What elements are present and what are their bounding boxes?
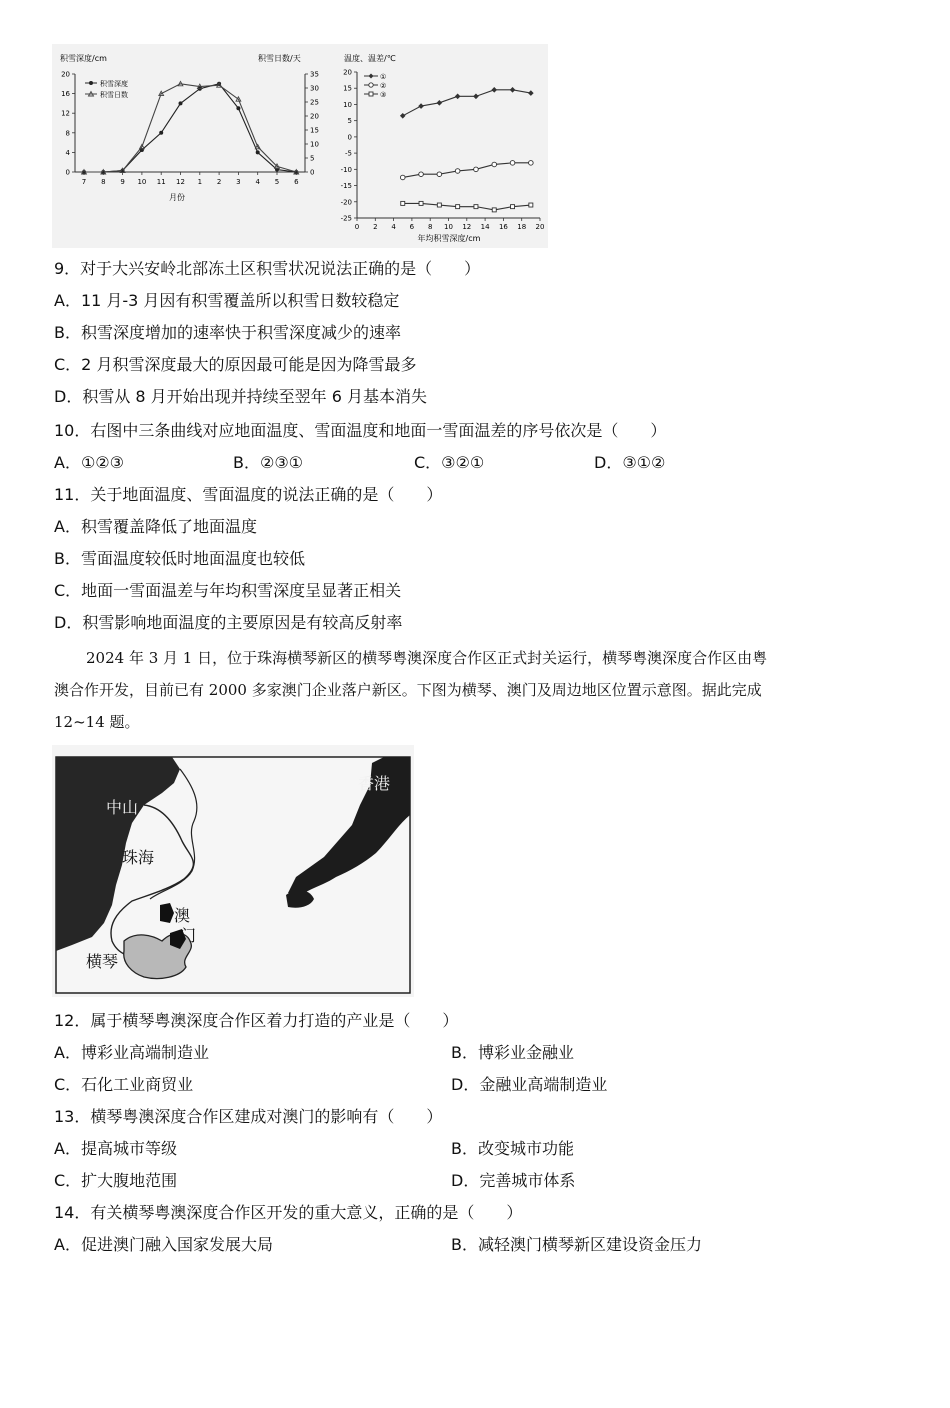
right-chart-legend — [364, 73, 386, 99]
left-chart-left-tick-label: 16 — [61, 90, 70, 99]
right-chart-x-tick-label: 0 — [354, 223, 360, 231]
left-chart-month-label: 4 — [255, 178, 260, 186]
left-chart-legend — [85, 79, 128, 99]
right-chart-x-tick-label: 8 — [427, 223, 433, 231]
legend-marker-2 — [369, 83, 373, 87]
q13-stem: 13．横琴粤澳深度合作区建成对澳门的影响有（ ） — [54, 1107, 443, 1126]
right-chart-y-tick-label: 20 — [343, 68, 352, 77]
series-1-point — [400, 113, 406, 119]
passage-line-3: 12~14 题。 — [54, 713, 140, 731]
legend-marker-depth — [89, 81, 93, 85]
series-3-point — [437, 203, 441, 207]
right-chart-y-tick-label: -10 — [340, 165, 352, 174]
right-chart-x-tick-label: 10 — [444, 223, 453, 231]
right-chart-y-tick-label: 10 — [343, 100, 352, 109]
left-chart-left-axis-title: 积雪深度/cm — [60, 54, 107, 63]
q10-option-b: B．②③① — [233, 453, 304, 472]
passage-line-2: 澳合作开发，目前已有 2000 多家澳门企业落户新区。下图为横琴、澳门及周边地区位置示意图。据此完成 — [54, 681, 762, 699]
legend-label-3: ③ — [380, 91, 387, 99]
snow-depth-point — [159, 131, 163, 135]
snow-charts-svg — [52, 44, 548, 248]
q12-option-c: C．石化工业商贸业 — [54, 1075, 194, 1094]
left-chart-right-tick-label: 10 — [310, 140, 319, 149]
left-chart-month-label: 2 — [216, 178, 222, 186]
series-3-point — [419, 201, 423, 205]
series-3-point — [401, 201, 405, 205]
left-chart-left-tick-label: 8 — [65, 129, 70, 138]
q12-option-b: B．博彩业金融业 — [451, 1043, 574, 1062]
passage — [54, 642, 894, 738]
left-chart-right-tick-label: 0 — [310, 168, 315, 177]
left-chart-left-tick-label: 20 — [61, 70, 70, 79]
temperature-chart — [344, 53, 540, 243]
left-chart-month-label: 3 — [236, 178, 241, 186]
left-chart-month-label: 10 — [137, 178, 147, 186]
series-1-line — [403, 90, 531, 116]
q14-option-a: A．促进澳门融入国家发展大局 — [54, 1235, 273, 1254]
right-chart-x-axis-title: 年均积雪深度/cm — [417, 234, 481, 243]
q11-option-b: B．雪面温度较低时地面温度也较低 — [54, 549, 305, 568]
legend-label-depth: 积雪深度 — [100, 80, 128, 88]
series-2-point — [400, 175, 405, 180]
right-chart-y-tick-label: 0 — [347, 133, 352, 142]
q13-option-a: A．提高城市等级 — [54, 1139, 177, 1158]
q9-stem: 9．对于大兴安岭北部冻土区积雪状况说法正确的是（ ） — [54, 259, 481, 278]
left-chart-right-tick-label: 5 — [310, 154, 315, 163]
series-2-point — [529, 161, 534, 166]
left-chart-month-label: 1 — [197, 178, 203, 186]
q13-option-d: D．完善城市体系 — [451, 1171, 576, 1190]
right-chart-y-tick-label: -5 — [345, 149, 352, 158]
left-chart-right-tick-label: 35 — [310, 70, 319, 79]
q9-option-b: B．积雪深度增加的速率快于积雪深度减少的速率 — [54, 323, 401, 342]
series-1-point — [491, 87, 497, 93]
left-chart-month-label: 7 — [81, 178, 87, 186]
series-2-point — [455, 169, 460, 174]
q11-option-d: D．积雪影响地面温度的主要原因是有较高反射率 — [54, 613, 403, 632]
left-chart-month-label: 12 — [176, 178, 185, 186]
legend-label-2: ② — [380, 82, 387, 90]
snow-depth-point — [179, 101, 183, 105]
q10-option-a: A．①②③ — [54, 453, 124, 472]
series-3-point — [511, 205, 515, 209]
q13-option-c: C．扩大腹地范围 — [54, 1171, 178, 1190]
label-zhongshan: 中山 — [106, 798, 139, 817]
passage-line-1: 2024 年 3 月 1 日，位于珠海横琴新区的横琴粤澳深度合作区正式封关运行，横琴粤澳深度合作区由粤 — [86, 649, 768, 667]
label-zhuhai: 珠海 — [122, 848, 155, 867]
label-macau-2: 门 — [180, 926, 197, 945]
series-3-point — [474, 205, 478, 209]
q12-option-d: D．金融业高端制造业 — [451, 1075, 608, 1094]
chart-marks — [61, 69, 544, 232]
series-1-point — [510, 87, 516, 93]
series-3-point — [492, 208, 496, 212]
series-1-point — [455, 94, 461, 100]
series-2-point — [474, 167, 479, 172]
right-chart-x-tick-label: 18 — [517, 223, 527, 231]
left-chart-month-label: 6 — [294, 178, 299, 186]
left-chart-left-tick-label: 12 — [61, 109, 70, 118]
q9-option-c: C．2 月积雪深度最大的原因最可能是因为降雪最多 — [54, 355, 417, 374]
series-1-point — [528, 90, 534, 96]
left-chart-right-tick-label: 15 — [310, 126, 319, 135]
q9-option-d: D．积雪从 8 月开始出现并持续至翌年 6 月基本消失 — [54, 387, 428, 406]
q11-option-a: A．积雪覆盖降低了地面温度 — [54, 517, 257, 536]
q10-stem: 10．右图中三条曲线对应地面温度、雪面温度和地面一雪面温差的序号依次是（ ） — [54, 421, 667, 440]
right-chart-x-tick-label: 4 — [391, 223, 396, 231]
q12-option-a: A．博彩业高端制造业 — [54, 1043, 209, 1062]
series-1-point — [418, 103, 424, 109]
snow-depth-point — [236, 106, 240, 110]
q14-stem: 14．有关横琴粤澳深度合作区开发的重大意义，正确的是（ ） — [54, 1203, 523, 1222]
right-chart-y-tick-label: -20 — [340, 198, 352, 207]
snow-depth-point — [256, 150, 260, 154]
q12-stem: 12．属于横琴粤澳深度合作区着力打造的产业是（ ） — [54, 1011, 459, 1030]
series-2-point — [510, 161, 515, 166]
left-chart-left-tick-label: 0 — [65, 168, 70, 177]
legend-label-days: 积雪日数 — [100, 91, 128, 99]
label-macau-1: 澳 — [174, 906, 191, 925]
legend-marker-1 — [369, 74, 374, 79]
left-chart-month-label: 8 — [101, 178, 106, 186]
q10-option-c: C．③②① — [414, 453, 485, 472]
series-1-point — [473, 94, 479, 100]
legend-marker-3 — [369, 92, 373, 96]
left-chart-month-label: 9 — [120, 178, 125, 186]
legend-label-1: ① — [380, 73, 387, 81]
q11-stem: 11．关于地面温度、雪面温度的说法正确的是（ ） — [54, 485, 443, 504]
right-chart-y-tick-label: -15 — [340, 182, 352, 191]
right-chart-y-tick-label: 15 — [343, 84, 352, 93]
q11-option-c: C．地面一雪面温差与年均积雪深度呈显著正相关 — [54, 581, 402, 600]
left-chart-right-axis-title: 积雪日数/天 — [258, 54, 301, 63]
left-chart-month-label: 11 — [156, 178, 166, 186]
right-chart-x-tick-label: 2 — [373, 223, 378, 231]
right-chart-x-tick-label: 12 — [462, 223, 472, 231]
q10-option-d: D．③①② — [594, 453, 666, 472]
hengqin-location-map — [52, 745, 414, 997]
right-chart-y-tick-label: -25 — [340, 214, 352, 223]
label-hongkong: 香港 — [358, 774, 391, 793]
right-chart-x-tick-label: 14 — [480, 223, 490, 231]
left-chart-right-tick-label: 20 — [310, 112, 319, 121]
right-chart-x-tick-label: 6 — [409, 223, 415, 231]
series-1-point — [437, 100, 443, 106]
q9-option-a: A．11 月-3 月因有积雪覆盖所以积雪日数较稳定 — [54, 291, 400, 310]
right-chart-y-axis-title: 温度、温差/℃ — [344, 54, 396, 63]
left-chart-right-tick-label: 30 — [310, 84, 319, 93]
right-chart-x-tick-label: 20 — [535, 223, 545, 231]
snow-charts-figure — [52, 44, 548, 248]
right-chart-x-tick-label: 16 — [498, 223, 508, 231]
series-2-point — [492, 162, 497, 167]
left-chart-right-tick-label: 25 — [310, 98, 319, 107]
q13-option-b: B．改变城市功能 — [451, 1139, 574, 1158]
series-3-point — [456, 205, 460, 209]
series-2-point — [419, 172, 424, 177]
left-chart-x-axis-title: 月份 — [169, 193, 185, 202]
right-chart-y-tick-label: 5 — [347, 117, 352, 126]
map-svg — [52, 745, 414, 997]
left-chart-month-label: 5 — [274, 178, 280, 186]
label-hengqin: 横琴 — [86, 952, 119, 971]
series-3-point — [529, 203, 533, 207]
series-2-point — [437, 172, 442, 177]
q14-option-b: B．减轻澳门横琴新区建设资金压力 — [451, 1235, 702, 1254]
left-chart-left-tick-label: 4 — [65, 148, 70, 157]
